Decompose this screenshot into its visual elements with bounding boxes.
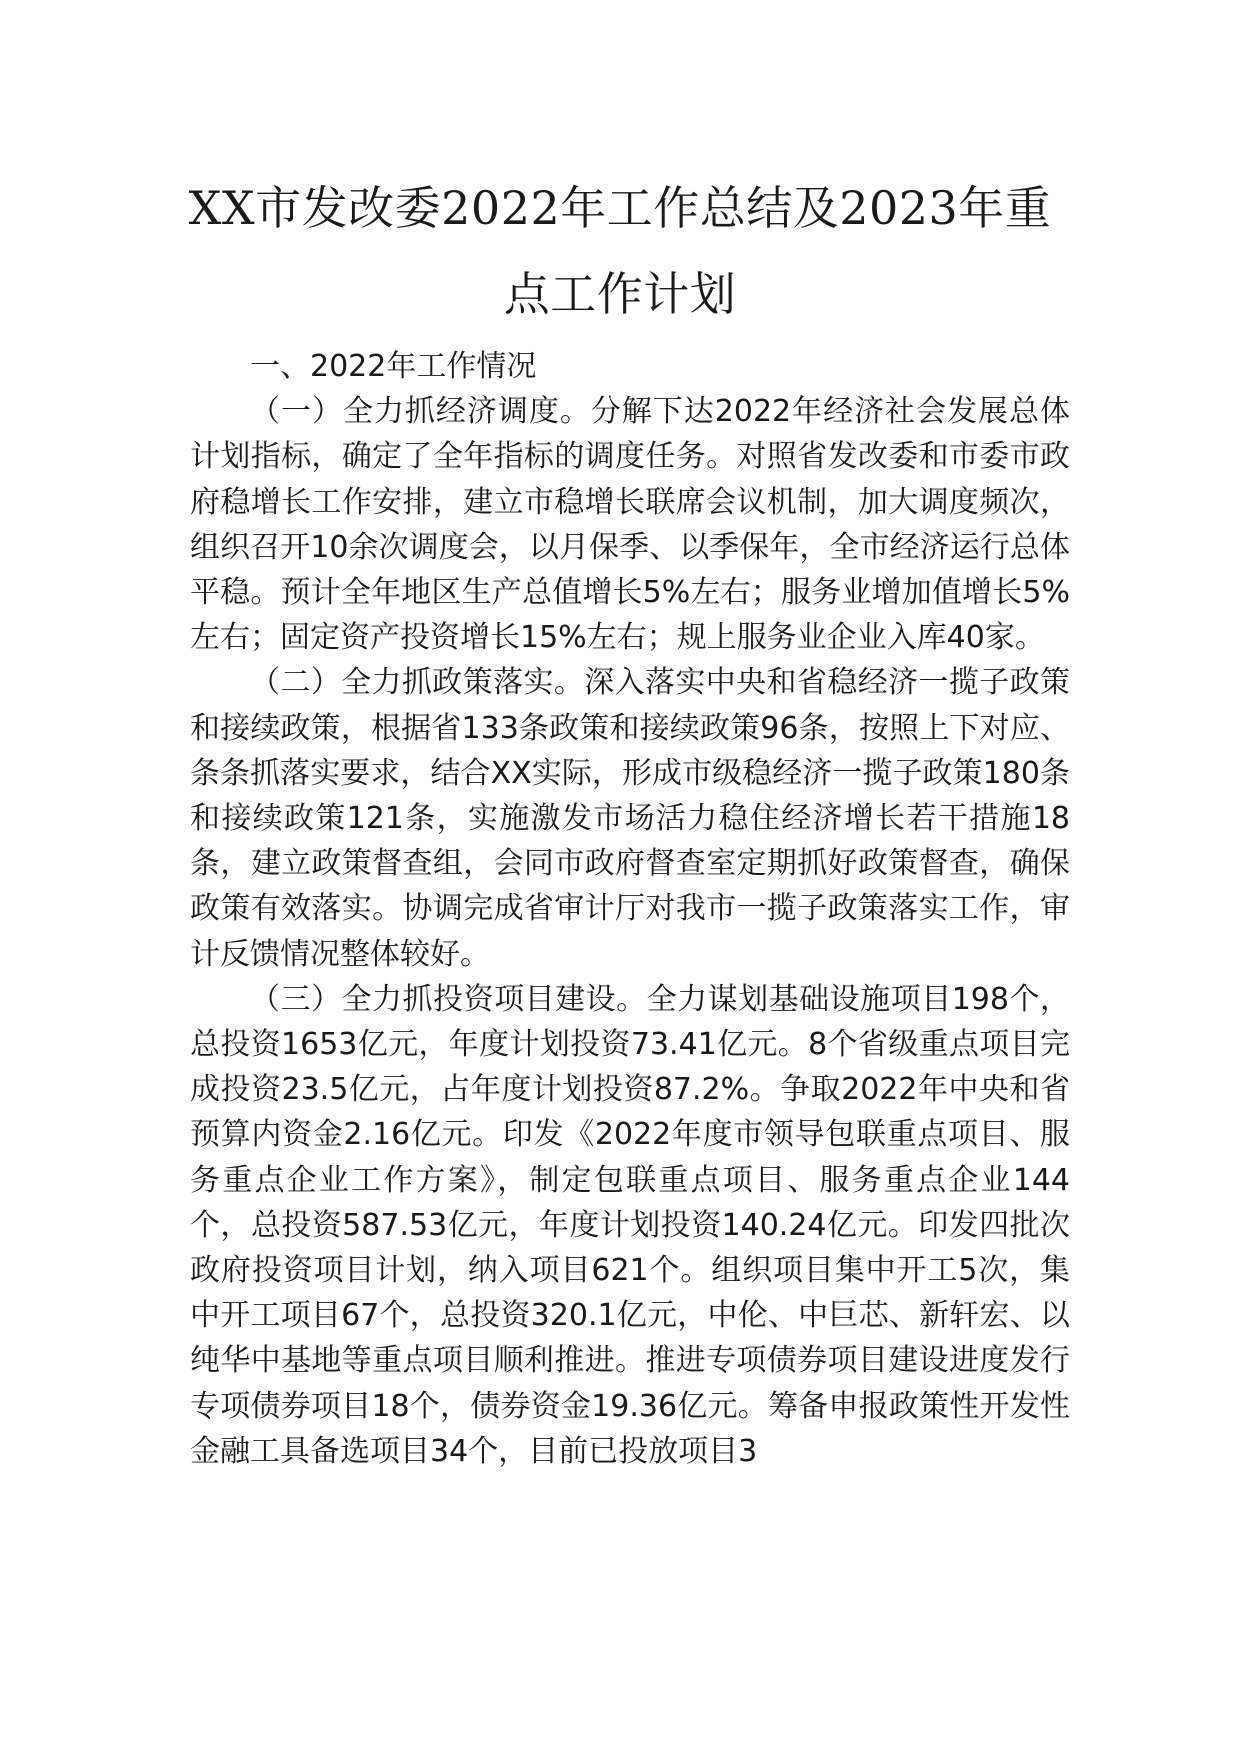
document-title-line-2: 点工作计划 (503, 267, 737, 321)
document-body (190, 344, 1070, 1474)
paragraph-investment-projects: （三）全力抓投资项目建设。全力谋划基础设施项目198个，总投资1653亿元，年度计划投资73.41亿元。8个省级重点项目完成投资23.5亿元，占年度计划投资87.2%。争取2022年中央和省预算内资金2.16亿元。印发《2022年度市领导包联重点项目、服务重点企业工作方案》，制定包联重点项目、服务重点企业144个，总投资587.53亿元，年度计划投资140.24亿元。印发四批次政府投资项目计划，纳入项目621个。组织项目集中开工5次，集中开工项目67个，总投资320.1亿元，中伦、中巨芯、新轩宏、以纯华中基地等重点项目顺利推进。推进专项债券项目建设进度发行专项债券项目18个，债券资金19.36亿元。筹备申报政策性开发性金融工具备选项目34个，目前已投放项目3 (190, 981, 1070, 1469)
paragraph-economic-dispatch: （一）全力抓经济调度。分解下达2022年经济社会发展总体计划指标，确定了全年指标的调度任务。对照省发改委和市委市政府稳增长工作安排，建立市稳增长联席会议机制，加大调度频次，组织召开10余次调度会，以月保季、以季保年，全市经济运行总体平稳。预计全年地区生产总值增长5%左右；服务业增加值增长5%左右；固定资产投资增长15%左右；规上服务业企业入库40家。 (190, 394, 1070, 656)
section-heading: 一、2022年工作情况 (250, 349, 537, 384)
document-title-line-1: XX市发改委2022年工作总结及2023年重 (188, 181, 1052, 235)
paragraph-policy-implementation: （二）全力抓政策落实。深入落实中央和省稳经济一揽子政策和接续政策，根据省133条政策和接续政策96条，按照上下对应、条条抓落实要求，结合XX实际，形成市级稳经济一揽子政策180条和接续政策121条，实施激发市场活力稳住经济增长若干措施18条，建立政策督查组，会同市政府督查室定期抓好政策督查，确保政策有效落实。协调完成省审计厅对我市一揽子政策落实工作，审计反馈情况整体较好。 (190, 665, 1070, 972)
